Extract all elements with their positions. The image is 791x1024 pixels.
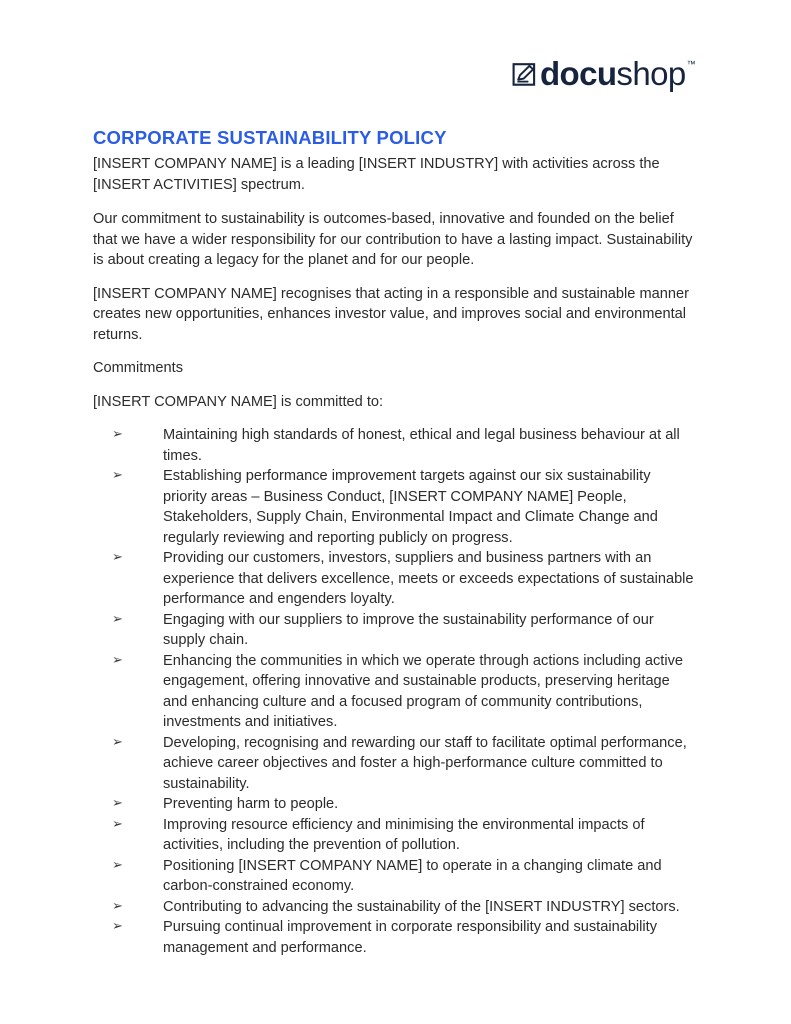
arrow-bullet-icon: ➢ — [112, 550, 123, 565]
arrow-bullet-icon: ➢ — [112, 611, 123, 627]
list-item-text: Enhancing the communities in which we operate through actions including active engagement, offering innovative and sustainable products, preserving heritage and enhancing culture and a focused program of community contributions, investments and initiatives. — [163, 652, 684, 730]
document-body — [93, 127, 698, 958]
list-item-text: Maintaining high standards of honest, ethical and legal business behaviour at all times. — [163, 427, 680, 464]
arrow-bullet-icon: ➢ — [112, 816, 123, 832]
list-item — [93, 466, 698, 548]
list-item — [93, 897, 698, 918]
list-item-text: Engaging with our suppliers to improve the sustainability performance of our supply chain. — [163, 611, 654, 648]
list-item-text: Pursuing continual improvement in corporate responsibility and sustainability management and performance. — [163, 919, 658, 956]
docushop-logo — [512, 57, 695, 91]
list-item — [93, 425, 698, 466]
paragraph-intro: [INSERT COMPANY NAME] is a leading [INSERT INDUSTRY] with activities across the [INSERT ACTIVITIES] spectrum. — [93, 156, 660, 193]
arrow-bullet-icon: ➢ — [112, 652, 123, 668]
list-item — [93, 794, 698, 815]
trademark-symbol: ™ — [686, 59, 695, 69]
arrow-bullet-icon: ➢ — [112, 898, 123, 914]
paragraph-commitment: Our commitment to sustainability is outcomes-based, innovative and founded on the belief that we have a wider responsibility for our contribution to have a lasting impact. Sustainability is about creating a legacy for the planet and for our people. — [93, 211, 693, 268]
list-intro: [INSERT COMPANY NAME] is committed to: — [93, 393, 384, 410]
commitments-list — [93, 425, 698, 958]
list-item — [93, 610, 698, 651]
list-item-text: Preventing harm to people. — [163, 796, 339, 812]
arrow-bullet-icon: ➢ — [112, 857, 123, 873]
page-title: CORPORATE SUSTAINABILITY POLICY — [93, 127, 447, 148]
paragraph-recognition: [INSERT COMPANY NAME] recognises that acting in a responsible and sustainable manner creates new opportunities, enhances investor value, and improves social and environmental returns. — [93, 285, 689, 343]
arrow-bullet-icon: ➢ — [112, 734, 123, 750]
logo-wordmark — [540, 57, 695, 91]
document-pen-icon — [512, 62, 537, 87]
arrow-bullet-icon: ➢ — [112, 427, 123, 442]
list-item-text: Improving resource efficiency and minimising the environmental impacts of activities, including the prevention of pollution. — [163, 816, 645, 853]
arrow-bullet-icon: ➢ — [112, 919, 123, 934]
list-item-text: Establishing performance improvement targets against our six sustainability priority areas – Business Conduct, [INSERT COMPANY NAME] People, Stakeholders, Supply Chain, Environmental Impact and Climate Change and regularly reviewing and reporting publicly on progress. — [163, 468, 658, 546]
list-item-text: Providing our customers, investors, suppliers and business partners with an experience that delivers excellence, meets or exceeds expectations of sustainable performance and engenders loyalty. — [163, 550, 694, 607]
list-item-text: Positioning [INSERT COMPANY NAME] to operate in a changing climate and carbon-constrained economy. — [163, 857, 662, 894]
section-heading-commitments: Commitments — [93, 360, 184, 376]
list-item — [93, 856, 698, 897]
logo-text-shop: shop — [616, 55, 686, 92]
arrow-bullet-icon: ➢ — [112, 796, 123, 811]
list-item — [93, 548, 698, 610]
document-header — [512, 52, 695, 96]
list-item — [93, 651, 698, 733]
list-item-text: Developing, recognising and rewarding our staff to facilitate optimal performance, achieve career objectives and foster a high-performance culture committed to sustainability. — [163, 734, 687, 792]
list-item — [93, 815, 698, 856]
list-item-text: Contributing to advancing the sustainability of the [INSERT INDUSTRY] sectors. — [163, 898, 680, 915]
list-item — [93, 733, 698, 795]
arrow-bullet-icon: ➢ — [112, 468, 123, 483]
list-item — [93, 917, 698, 958]
logo-text-docu: docu — [539, 55, 617, 92]
